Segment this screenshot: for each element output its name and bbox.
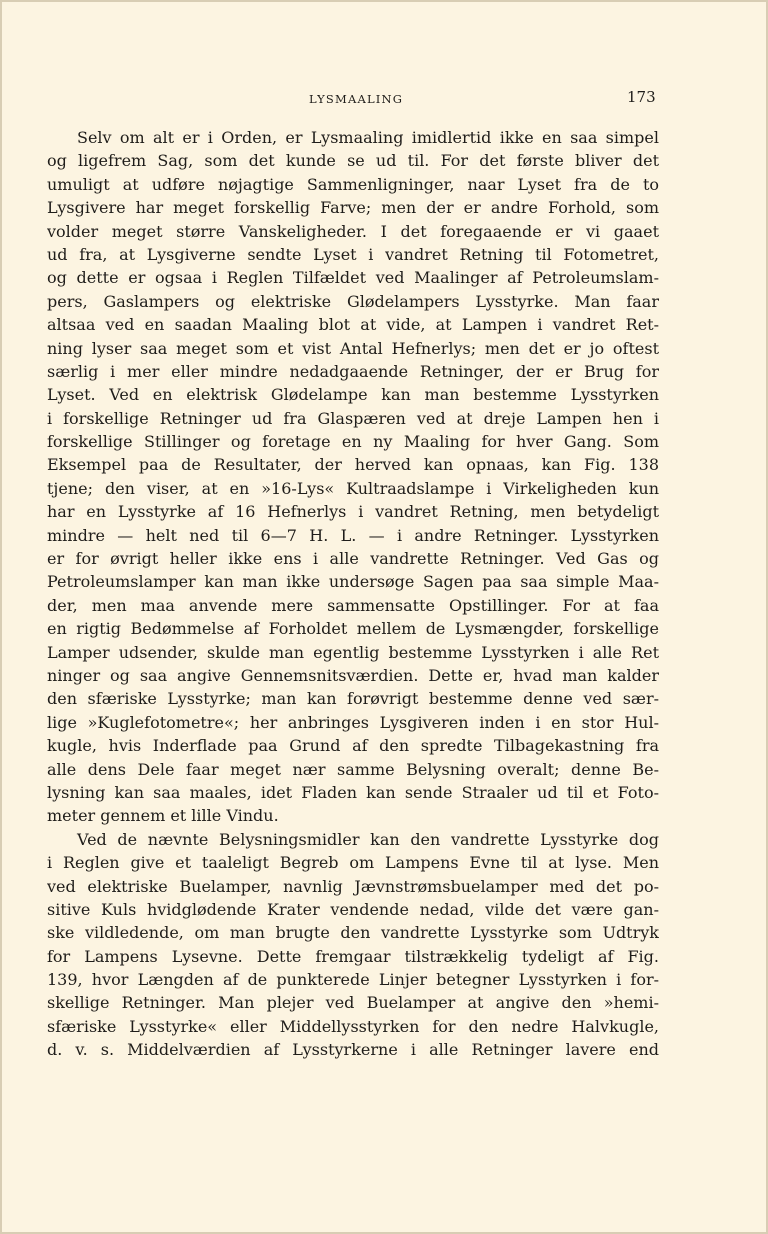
text-line: ske vildledende, om man brugte den vandrette Lysstyrke som Udtryk [47, 923, 659, 943]
text-line: i Reglen give et taaleligt Begreb om Lampens Evne til at lyse. Men [47, 853, 659, 873]
text-line: 139, hvor Længden af de punkterede Linjer betegner Lysstyrken i for- [47, 970, 659, 990]
text-line: og dette er ogsaa i Reglen Tilfældet ved Maalinger af Petroleumslam- [47, 268, 659, 288]
text-line: i forskellige Retninger ud fra Glaspæren ved at dreje Lampen hen i [47, 408, 659, 428]
text-line: skellige Retninger. Man plejer ved Buelamper at angive den »hemi- [47, 993, 659, 1013]
text-line: for Lampens Lysevne. Dette fremgaar tilstrækkelig tydeligt af Fig. [47, 946, 659, 966]
text-line: alle dens Dele faar meget nær samme Belysning overalt; denne Be- [47, 759, 659, 779]
text-line: kugle, hvis Inderflade paa Grund af den spredte Tilbagekastning fra [47, 736, 659, 756]
text-line: umuligt at udføre nøjagtige Sammenligninger, naar Lyset fra de to [47, 174, 659, 194]
text-line: lysning kan saa maales, idet Fladen kan sende Straaler ud til et Foto- [47, 782, 659, 802]
text-line: Lamper udsender, skulde man egentlig bestemme Lysstyrken i alle Ret [47, 642, 659, 662]
text-line: Lysgivere har meget forskellig Farve; men der er andre Forhold, som [47, 198, 659, 218]
text-line: altsaa ved en saadan Maaling blot at vide, at Lampen i vandret Ret- [47, 315, 659, 335]
text-line: sitive Kuls hvidglødende Krater vendende nedad, vilde det være gan- [47, 899, 659, 919]
text-line: sfæriske Lysstyrke« eller Middellysstyrken for den nedre Halvkugle, [47, 1016, 659, 1036]
text-line: Selv om alt er i Orden, er Lysmaaling imidlertid ikke en saa simpel [77, 128, 659, 147]
text-line: tjene; den viser, at en »16-Lys« Kultraadslampe i Virkeligheden kun [47, 478, 659, 498]
text-line: er for øvrigt heller ikke ens i alle vandrette Retninger. Ved Gas og [47, 549, 659, 569]
body-text [47, 126, 659, 1062]
text-line: har en Lysstyrke af 16 Hefnerlys i vandret Retning, men betydeligt [47, 502, 659, 522]
text-line: mindre — helt ned til 6—7 H. L. — i andre Retninger. Lysstyrken [47, 525, 659, 545]
text-line: ud fra, at Lysgiverne sendte Lyset i vandret Retning til Fotometret, [47, 244, 659, 264]
text-line: den sfæriske Lysstyrke; man kan forøvrigt bestemme denne ved sær- [47, 689, 659, 709]
text-line: Ved de nævnte Belysningsmidler kan den vandrette Lysstyrke dog [77, 829, 659, 849]
text-line: Lyset. Ved en elektrisk Glødelampe kan man bestemme Lysstyrken [47, 385, 659, 405]
text-line: særlig i mer eller mindre nedadgaaende Retninger, der er Brug for [47, 361, 659, 381]
page-number: 173 [627, 88, 656, 106]
text-line: ninger og saa angive Gennemsnitsværdien. Dette er, hvad man kalder [47, 665, 659, 685]
text-line: ning lyser saa meget som et vist Antal Hefnerlys; men det er jo oftest [47, 338, 659, 358]
text-line: Eksempel paa de Resultater, der herved kan opnaas, kan Fig. 138 [47, 455, 659, 475]
running-head: LYSMAALING [309, 92, 404, 106]
text-line: Petroleumslamper kan man ikke undersøge Sagen paa saa simple Maa- [47, 572, 659, 592]
text-line: lige »Kuglefotometre«; her anbringes Lysgiveren inden i en stor Hul- [47, 712, 659, 732]
text-line: der, men maa anvende mere sammensatte Opstillinger. For at faa [47, 595, 659, 615]
text-line: pers, Gaslampers og elektriske Glødelampers Lysstyrke. Man faar [47, 291, 659, 311]
text-line: volder meget større Vanskeligheder. I det foregaaende er vi gaaet [47, 221, 659, 241]
text-line: meter gennem et lille Vindu. [47, 806, 279, 826]
text-line: og ligefrem Sag, som det kunde se ud til. For det første bliver det [47, 151, 659, 171]
text-line: ved elektriske Buelamper, navnlig Jævnstrømsbuelamper med det po- [47, 876, 659, 896]
text-line: forskellige Stillinger og foretage en ny Maaling for hver Gang. Som [47, 432, 659, 452]
text-line: en rigtig Bedømmelse af Forholdet mellem de Lysmængder, forskellige [47, 619, 659, 639]
text-line: d. v. s. Middelværdien af Lysstyrkerne i alle Retninger lavere end [47, 1040, 659, 1060]
